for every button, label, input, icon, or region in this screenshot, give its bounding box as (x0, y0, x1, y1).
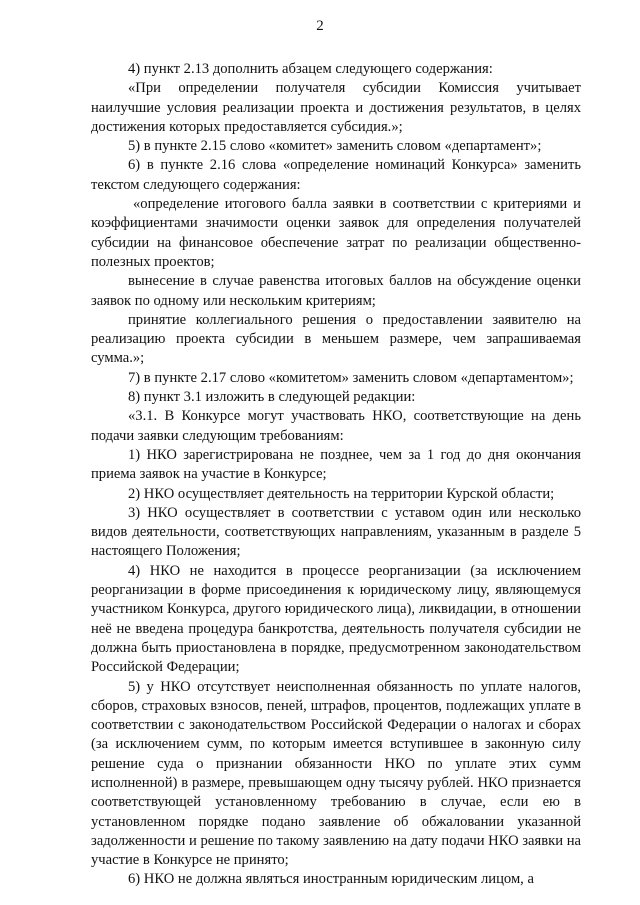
paragraph-item-5: 5) в пункте 2.15 слово «комитет» заменить словом «департамент»; (128, 138, 542, 155)
paragraph-item-7: 7) в пункте 2.17 слово «комитетом» заменить словом «департаментом»; (128, 369, 574, 386)
paragraph-item-4: 4) пункт 2.13 дополнить абзацем следующего содержания: (128, 61, 493, 77)
paragraph-item-6: 6) в пункте 2.16 слова «определение номинаций Конкурса» заменить текстом следующего содержания: (91, 157, 581, 193)
paragraph-3-1: «3.1. В Конкурсе могут участвовать НКО, соответствующие на день подачи заявки следующим требованиям: (91, 408, 581, 444)
page-number: 2 (316, 18, 324, 34)
paragraph-quote-2-16: «определение итогового балла заявки в соответствии с критериями и коэффициентами значимости оценки заявок для определения получателей субсидии на финансовое обеспечение затрат по реализации общественно-полезных проектов; (91, 196, 581, 270)
paragraph-quote-2-13: «При определении получателя субсидии Комиссия учитывает наилучшие условия реализации проекта и достижения результатов, в целях достижения которых предоставляется субсидия.»; (91, 80, 581, 135)
paragraph-item-8: 8) пункт 3.1 изложить в следующей редакции: (128, 389, 416, 406)
document-body (91, 60, 581, 890)
requirement-1: 1) НКО зарегистрирована не позднее, чем за 1 год до дня окончания приема заявок на участие в Конкурсе; (91, 446, 581, 483)
requirement-6: 6) НКО не должна являться иностранным юридическим лицом, а (128, 871, 534, 888)
requirement-5: 5) у НКО отсутствует неисполненная обязанность по уплате налогов, сборов, страховых взносов, пеней, штрафов, процентов, подлежащих уплате в соответствии с законодательством Российской Федерации о налогах и сборах (за исключением сумм, по которым имеется вступившее в законную силу решение суда о признании обязанности НКО по уплате этих сумм исполненной) в размере, превышающем одну тысячу рублей. НКО признается соответствующей установленному требованию в случае, если ею в установленном порядке подано заявление об обжаловании указанной задолженности и решение по такому заявлению на дату подачи НКО заявки на участие в Конкурсе не принято; (91, 678, 581, 869)
requirement-3: 3) НКО осуществляет в соответствии с уставом один или несколько видов деятельности, соответствующих направлениям, указанным в разделе 5 настоящего Положения; (91, 504, 581, 560)
requirement-4: 4) НКО не находится в процессе реорганизации (за исключением реорганизации в форме присоединения к юридическому лицу, являющемуся участником Конкурса, другого юридического лица), ликвидации, в отношении неё не введена процедура банкротства, деятельность получателя субсидии не должна быть приостановлена в порядке, предусмотренном законодательством Российской Федерации; (91, 562, 581, 676)
paragraph-collegial-decision: принятие коллегиального решения о предоставлении заявителю на реализацию проекта субсидии в меньшем размере, чем запрашиваемая сумма.»; (91, 311, 581, 367)
paragraph-equal-scores: вынесение в случае равенства итоговых баллов на обсуждение оценки заявок по одному или нескольким критериям; (91, 273, 581, 309)
requirement-2: 2) НКО осуществляет деятельность на территории Курской области; (128, 485, 555, 502)
